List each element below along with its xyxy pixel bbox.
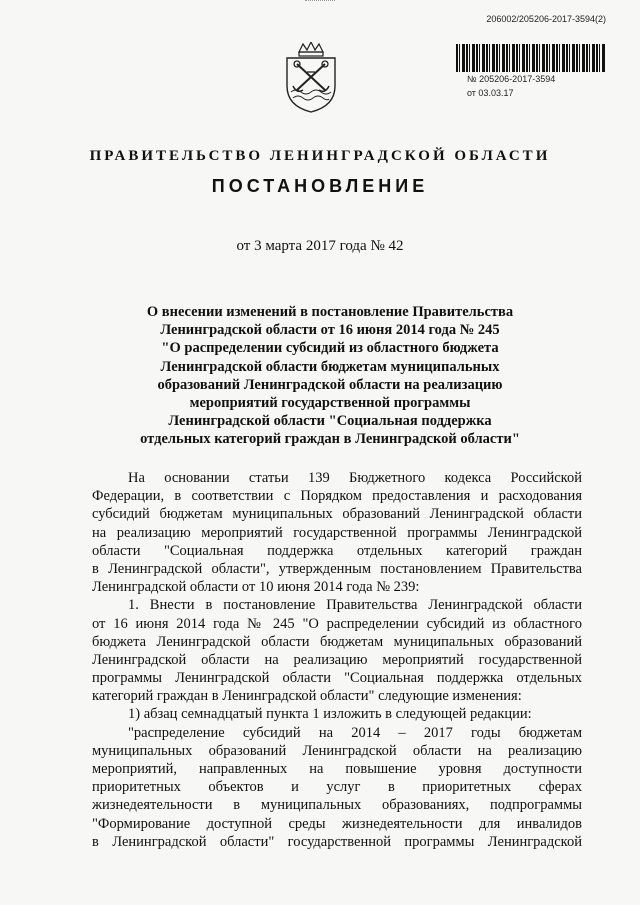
subject-line: "О распределении субсидий из областного бюджета xyxy=(161,340,499,357)
registry-number: № 205206-2017-3594 xyxy=(467,74,556,84)
registry-top-number: 206002/205206-2017-3594(2) xyxy=(486,14,606,24)
scan-mark xyxy=(305,0,335,6)
body-line: категорий граждан в Ленинградской области" следующие изменения: xyxy=(92,688,522,705)
subject-line: Ленинградской области "Социальная поддержка xyxy=(168,413,492,430)
document-type-heading: ПОСТАНОВЛЕНИЕ xyxy=(211,176,429,196)
body-line: приоритетных объектов и услуг в приоритетных сферах xyxy=(92,779,582,796)
body-line: 1. Внести в постановление Правительства Ленинградской области xyxy=(128,597,582,614)
body-line: в Ленинградской области" государственной программы Ленинградской xyxy=(92,833,582,850)
body-line: Федерации, в соответствии с Порядком предоставления и расходования xyxy=(92,488,582,505)
subject-line: отдельных категорий граждан в Ленинградской области" xyxy=(140,431,520,448)
subject-line: О внесении изменений в постановление Правительства xyxy=(146,304,514,320)
body-line: муниципальных образований Ленинградской области на реализацию xyxy=(92,742,582,759)
body-line: бюджета Ленинградской области бюджетам муниципальных образований xyxy=(92,633,582,650)
body-line: программы Ленинградской области "Социальная поддержка отдельных xyxy=(92,670,582,687)
document-date-number: от 3 марта 2017 года № 42 xyxy=(236,238,404,254)
registry-date: от 03.03.17 xyxy=(467,88,514,98)
body-line: на реализацию мероприятий государственной программы Ленинградской xyxy=(92,524,582,541)
body-line: области "Социальная поддержка отдельных категорий граждан xyxy=(92,542,582,559)
body-line: 1) абзац семнадцатый пункта 1 изложить в следующей редакции: xyxy=(128,706,532,723)
body-line: "Формирование доступной среды жизнедеятельности для инвалидов xyxy=(92,815,582,832)
body-line: Ленинградской области от 10 июня 2014 года № 239: xyxy=(92,579,420,596)
subject-line: Ленинградской области от 16 июня 2014 года № 245 xyxy=(160,322,500,339)
body-line: На основании статьи 139 Бюджетного кодекса Российской xyxy=(128,470,582,486)
government-title: ПРАВИТЕЛЬСТВО ЛЕНИНГРАДСКОЙ ОБЛАСТИ xyxy=(89,148,551,164)
body-line: от 16 июня 2014 года № 245 "О распределении субсидий из областного xyxy=(92,615,582,632)
body-line: "распределение субсидий на 2014 – 2017 годы бюджетам xyxy=(128,724,582,741)
document-body xyxy=(92,469,582,851)
body-line: мероприятий, направленных на повышение уровня доступности xyxy=(92,761,582,777)
body-line: в Ленинградской области", утвержденным постановлением Правительства xyxy=(92,560,582,577)
body-line: Ленинградской области на реализацию мероприятий государственной xyxy=(92,651,582,668)
subject-line: образований Ленинградской области на реализацию xyxy=(157,376,503,393)
coat-of-arms-icon xyxy=(283,42,339,114)
body-line: субсидий бюджетам муниципальных образований Ленинградской области xyxy=(92,506,582,523)
barcode-icon xyxy=(456,44,606,72)
subject-line: мероприятий государственной программы xyxy=(189,395,471,412)
subject-line: Ленинградской области бюджетам муниципальных xyxy=(160,358,500,375)
document-subject xyxy=(120,303,540,449)
body-line: жизнедеятельности в муниципальных образованиях, подпрограммы xyxy=(92,797,582,814)
